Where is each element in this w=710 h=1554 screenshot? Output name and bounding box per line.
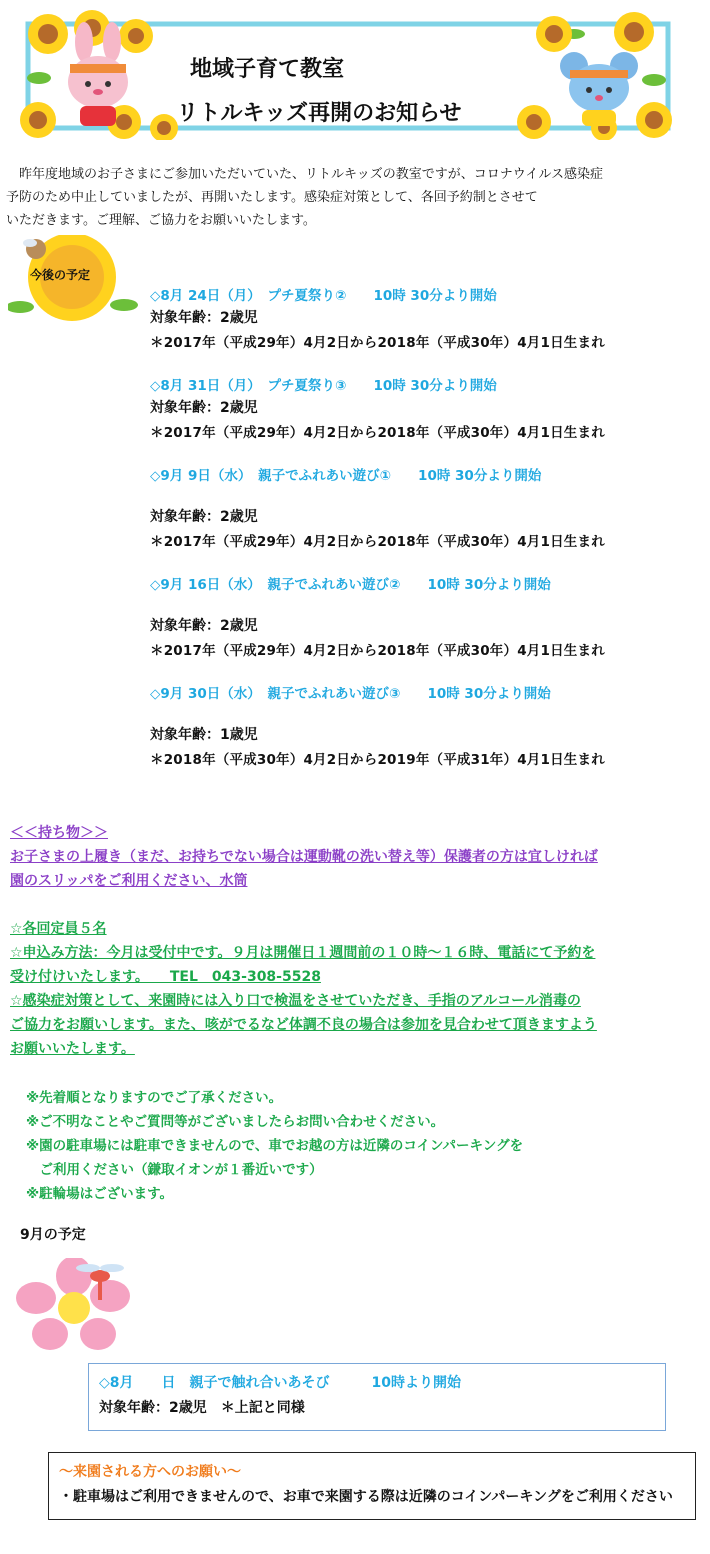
page-subtitle: リトルキッズ再開のお知らせ bbox=[176, 101, 462, 126]
intro-paragraph bbox=[6, 163, 696, 232]
note-item: ※園の駐車場には駐車できませんので、車でお越の方は近隣のコインパーキングを bbox=[26, 1138, 524, 1154]
intro-line: 予防のため中止していましたが、再開いたします。感染症対策として、各回予約制とさせて bbox=[6, 190, 538, 205]
september-title: 9月の予定 bbox=[20, 1227, 86, 1243]
covid-measures-text: お願いいたします。 bbox=[10, 1041, 135, 1057]
schedule-heading: ◇9月 16日（水） 親子でふれあい遊び② 10時 30分より開始 bbox=[150, 577, 551, 593]
intro-line: いただきます。ご理解、ご協力をお願いいたします。 bbox=[6, 213, 316, 228]
visitor-request-title: ～来園される方へのお願い～ bbox=[59, 1464, 241, 1480]
capacity-text: ☆各回定員５名 bbox=[10, 921, 107, 937]
schedule-birth-range: ＊2017年（平成29年）4月2日から2018年（平成30年）4月1日生まれ bbox=[150, 534, 605, 550]
belongings-line: お子さまの上履き（まだ、お持ちでない場合は運動靴の洗い替え等）保護者の方は宜しければ bbox=[10, 849, 598, 865]
schedule-age: 対象年齢：2歳児 bbox=[150, 400, 258, 416]
page-title: 地域子育て教室 bbox=[189, 57, 344, 82]
schedule-heading: ◇8月 24日（月） プチ夏祭り② 10時 30分より開始 bbox=[150, 288, 497, 304]
covid-measures-text: ご協力をお願いします。また、咳がでるなど体調不良の場合は参加を見合わせて頂きますよう bbox=[10, 1017, 597, 1033]
visitor-request-box bbox=[48, 1452, 696, 1520]
september-event-box bbox=[88, 1363, 666, 1431]
schedule-birth-range: ＊2017年（平成29年）4月2日から2018年（平成30年）4月1日生まれ bbox=[150, 335, 605, 351]
schedule-heading: ◇9月 9日（水） 親子でふれあい遊び① 10時 30分より開始 bbox=[150, 468, 542, 484]
schedule-list bbox=[150, 284, 710, 772]
header-banner bbox=[14, 10, 680, 140]
badge-label: 今後の予定 bbox=[30, 268, 91, 282]
schedule-item bbox=[150, 284, 710, 355]
covid-measures-text: ☆感染症対策として、来園時には入り口で検温をさせていただき、手指のアルコール消毒の bbox=[10, 993, 581, 1009]
note-item: ご利用ください（鎌取イオンが１番近いです） bbox=[26, 1162, 323, 1178]
note-item: ※先着順となりますのでご了承ください。 bbox=[26, 1090, 283, 1106]
visitor-request-body: ・駐車場はご利用できませんので、お車で来園する際は近隣のコインパーキングをご利用ください bbox=[59, 1489, 673, 1505]
schedule-birth-range: ＊2018年（平成30年）4月2日から2019年（平成31年）4月1日生まれ bbox=[150, 752, 605, 768]
schedule-birth-range: ＊2017年（平成29年）4月2日から2018年（平成30年）4月1日生まれ bbox=[150, 643, 605, 659]
note-item: ※駐輪場はございます。 bbox=[26, 1186, 174, 1202]
apply-method-text: ☆申込み方法：今月は受付中です。９月は開催日１週間前の１０時～１６時、電話にて予約を bbox=[10, 945, 596, 961]
apply-method-text: 受け付けいたします。 TEL 043-308-5528 bbox=[10, 969, 321, 985]
schedule-item bbox=[150, 374, 710, 445]
schedule-item bbox=[150, 573, 710, 663]
schedule-item bbox=[150, 682, 710, 772]
schedule-age: 対象年齢：1歳児 bbox=[150, 727, 258, 743]
cosmos-flower-icon bbox=[14, 1258, 134, 1350]
schedule-age: 対象年齢：2歳児 bbox=[150, 509, 258, 525]
schedule-item bbox=[150, 464, 710, 554]
schedule-heading: ◇9月 30日（水） 親子でふれあい遊び③ 10時 30分より開始 bbox=[150, 686, 551, 702]
note-item: ※ご不明なことやご質問等がございましたらお問い合わせください。 bbox=[26, 1114, 445, 1130]
september-event-heading: ◇8月 日 親子で触れ合いあそび 10時より開始 bbox=[99, 1375, 461, 1391]
belongings-line: 園のスリッパをご利用ください、水筒 bbox=[10, 873, 248, 889]
september-event-age: 対象年齢：2歳児 ＊上記と同様 bbox=[99, 1400, 305, 1416]
upcoming-badge bbox=[8, 235, 138, 325]
schedule-birth-range: ＊2017年（平成29年）4月2日から2018年（平成30年）4月1日生まれ bbox=[150, 425, 605, 441]
schedule-heading: ◇8月 31日（月） プチ夏祭り③ 10時 30分より開始 bbox=[150, 378, 497, 394]
schedule-age: 対象年齢：2歳児 bbox=[150, 618, 258, 634]
belongings-title: ＜＜持ち物＞＞ bbox=[10, 825, 108, 841]
schedule-age: 対象年齢：2歳児 bbox=[150, 310, 258, 326]
intro-line: 昨年度地域のお子さまにご参加いただいていた、リトルキッズの教室ですが、コロナウイルス感染症 bbox=[6, 167, 603, 182]
